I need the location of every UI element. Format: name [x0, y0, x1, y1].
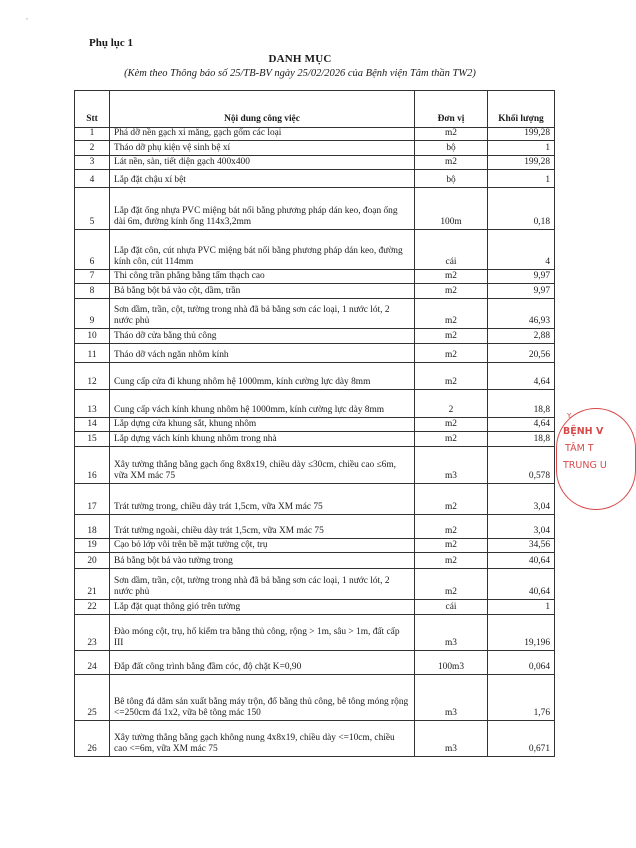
table-row: [75, 569, 555, 600]
cell-qty: 199,28: [488, 156, 555, 170]
cell-qty: 1: [488, 170, 555, 188]
cell-stt: 18: [75, 515, 110, 539]
cell-unit: m3: [415, 675, 488, 721]
cell-stt: 26: [75, 721, 110, 757]
table-row: [75, 230, 555, 270]
cell-unit: m2: [415, 299, 488, 329]
cell-content: Cung cấp cửa đi khung nhôm hệ 1000mm, kính cường lực dày 8mm: [110, 363, 415, 390]
table-row: [75, 515, 555, 539]
cell-content: Lắp dựng cửa khung sắt, khung nhôm: [110, 418, 415, 432]
cell-stt: 17: [75, 484, 110, 515]
cell-content: Lắp đặt côn, cút nhựa PVC miệng bát nối bằng phương pháp dán keo, đường kính côn, cút 114mm: [110, 230, 415, 270]
cell-qty: 0,064: [488, 651, 555, 675]
cell-content: Lắp dựng vách kính khung nhôm trong nhà: [110, 432, 415, 447]
stamp-line: BỆNH V: [563, 426, 604, 437]
cell-stt: 13: [75, 390, 110, 418]
cell-qty: 19,196: [488, 615, 555, 651]
cell-stt: 8: [75, 284, 110, 299]
cell-qty: 9,97: [488, 284, 555, 299]
cell-stt: 4: [75, 170, 110, 188]
table-row: [75, 390, 555, 418]
cell-stt: 2: [75, 141, 110, 156]
table-body: [75, 128, 555, 757]
cell-stt: 15: [75, 432, 110, 447]
table-row: [75, 156, 555, 170]
cell-unit: bộ: [415, 141, 488, 156]
cell-qty: 4,64: [488, 363, 555, 390]
cell-qty: 1: [488, 600, 555, 615]
cell-stt: 3: [75, 156, 110, 170]
cell-stt: 6: [75, 230, 110, 270]
cell-content: Sơn dầm, trần, cột, tường trong nhà đã bả bằng sơn các loại, 1 nước lót, 2 nước phủ: [110, 569, 415, 600]
cell-unit: m2: [415, 553, 488, 569]
cell-qty: 1,76: [488, 675, 555, 721]
cell-stt: 19: [75, 539, 110, 553]
cell-unit: cái: [415, 600, 488, 615]
cell-unit: cái: [415, 230, 488, 270]
document-subtitle: (Kèm theo Thông báo số 25/TB-BV ngày 25/02/2026 của Bệnh viện Tâm thần TW2): [124, 68, 476, 79]
cell-content: Phá dỡ nền gạch xi măng, gạch gốm các loại: [110, 128, 415, 141]
table-row: [75, 329, 555, 344]
table-row: [75, 600, 555, 615]
cell-content: Cạo bỏ lớp vôi trên bề mặt tường cột, trụ: [110, 539, 415, 553]
cell-stt: 22: [75, 600, 110, 615]
cell-qty: 0,578: [488, 447, 555, 484]
table-row: [75, 447, 555, 484]
table-row: [75, 299, 555, 329]
cell-content: Lắp đặt ống nhựa PVC miệng bát nối bằng phương pháp dán keo, đoạn ống dài 6m, đường kính ống 114x3,2mm: [110, 188, 415, 230]
stamp-line: TRUNG U: [563, 460, 607, 471]
cell-unit: m2: [415, 515, 488, 539]
header-qty: Khối lượng: [488, 91, 555, 128]
table-row: [75, 484, 555, 515]
cell-qty: 0,18: [488, 188, 555, 230]
cell-qty: 20,56: [488, 344, 555, 363]
cell-stt: 21: [75, 569, 110, 600]
cell-qty: 46,93: [488, 299, 555, 329]
stamp-line: Y: [567, 412, 572, 420]
cell-stt: 11: [75, 344, 110, 363]
cell-unit: bộ: [415, 170, 488, 188]
cell-unit: m3: [415, 721, 488, 757]
cell-stt: 9: [75, 299, 110, 329]
cell-unit: m2: [415, 156, 488, 170]
cell-unit: 100m3: [415, 651, 488, 675]
cell-content: Xây tường thẳng bằng gạch không nung 4x8x19, chiều dày <=10cm, chiều cao <=6m, vữa XM mác 75: [110, 721, 415, 757]
cell-unit: 100m: [415, 188, 488, 230]
table-row: [75, 675, 555, 721]
cell-unit: m2: [415, 128, 488, 141]
cell-content: Xây tường thẳng bằng gạch ống 8x8x19, chiều dày ≤30cm, chiều cao ≤6m, vữa XM mác 75: [110, 447, 415, 484]
red-seal-stamp: [556, 408, 636, 510]
cell-qty: 2,88: [488, 329, 555, 344]
cell-unit: m2: [415, 418, 488, 432]
cell-unit: m3: [415, 447, 488, 484]
table-row: [75, 141, 555, 156]
cell-stt: 7: [75, 270, 110, 284]
cell-stt: 14: [75, 418, 110, 432]
table-row: [75, 128, 555, 141]
cell-qty: 3,04: [488, 515, 555, 539]
table-row: [75, 432, 555, 447]
cell-unit: m2: [415, 270, 488, 284]
header-content: Nội dung công việc: [110, 91, 415, 128]
cell-unit: m2: [415, 344, 488, 363]
cell-qty: 3,04: [488, 484, 555, 515]
cell-stt: 1: [75, 128, 110, 141]
cell-qty: 18,8: [488, 390, 555, 418]
table-row: [75, 539, 555, 553]
cell-stt: 20: [75, 553, 110, 569]
header-stt: Stt: [75, 91, 110, 128]
cell-content: Trát tường ngoài, chiều dày trát 1,5cm, vữa XM mác 75: [110, 515, 415, 539]
cell-stt: 12: [75, 363, 110, 390]
table-row: [75, 553, 555, 569]
table-row: [75, 284, 555, 299]
cell-unit: m2: [415, 432, 488, 447]
cell-stt: 10: [75, 329, 110, 344]
table-row: [75, 721, 555, 757]
cell-content: Đào móng cột, trụ, hố kiểm tra bằng thủ công, rộng > 1m, sâu > 1m, đất cấp III: [110, 615, 415, 651]
cell-qty: 9,97: [488, 270, 555, 284]
cell-stt: 23: [75, 615, 110, 651]
table-header-row: [75, 91, 555, 128]
cell-content: Bả bằng bột bả vào tường trong: [110, 553, 415, 569]
stamp-line: TÂM T: [565, 443, 594, 454]
cell-stt: 24: [75, 651, 110, 675]
cell-unit: m3: [415, 615, 488, 651]
scan-mark: ,: [26, 12, 28, 21]
table-row: [75, 418, 555, 432]
cell-unit: m2: [415, 363, 488, 390]
cell-qty: 40,64: [488, 569, 555, 600]
header-unit: Đơn vị: [415, 91, 488, 128]
cell-stt: 25: [75, 675, 110, 721]
table-row: [75, 344, 555, 363]
table-row: [75, 363, 555, 390]
cell-stt: 16: [75, 447, 110, 484]
cell-unit: m2: [415, 569, 488, 600]
table-row: [75, 188, 555, 230]
cell-qty: 199,28: [488, 128, 555, 141]
cell-content: Tháo dỡ vách ngăn nhôm kính: [110, 344, 415, 363]
table-row: [75, 170, 555, 188]
cell-unit: m2: [415, 539, 488, 553]
cell-content: Lắp đặt quạt thông gió trên tường: [110, 600, 415, 615]
cell-content: Bả bằng bột bả vào cột, dầm, trần: [110, 284, 415, 299]
cell-content: Tháo dỡ phụ kiện vệ sinh bệ xí: [110, 141, 415, 156]
appendix-label: Phụ lục 1: [89, 37, 134, 49]
table-row: [75, 651, 555, 675]
cell-unit: m2: [415, 284, 488, 299]
cell-content: Cung cấp vách kính khung nhôm hệ 1000mm, kính cường lực dày 8mm: [110, 390, 415, 418]
table-row: [75, 270, 555, 284]
cell-content: Tháo dỡ cửa bằng thủ công: [110, 329, 415, 344]
cell-unit: m2: [415, 484, 488, 515]
cell-qty: 4,64: [488, 418, 555, 432]
table-row: [75, 615, 555, 651]
cell-qty: 4: [488, 230, 555, 270]
cell-qty: 1: [488, 141, 555, 156]
cell-qty: 34,56: [488, 539, 555, 553]
cell-content: Lắp đặt chậu xí bệt: [110, 170, 415, 188]
cell-stt: 5: [75, 188, 110, 230]
work-items-table: [74, 90, 555, 757]
cell-content: Trát tường trong, chiều dày trát 1,5cm, vữa XM mác 75: [110, 484, 415, 515]
cell-qty: 18,8: [488, 432, 555, 447]
cell-qty: 40,64: [488, 553, 555, 569]
cell-unit: 2: [415, 390, 488, 418]
cell-content: Sơn dầm, trần, cột, tường trong nhà đã bả bằng sơn các loại, 1 nước lót, 2 nước phủ: [110, 299, 415, 329]
cell-content: Đắp đất công trình bằng đầm cóc, độ chặt K=0,90: [110, 651, 415, 675]
cell-qty: 0,671: [488, 721, 555, 757]
cell-content: Lát nền, sàn, tiết diện gạch 400x400: [110, 156, 415, 170]
document-title: DANH MỤC: [268, 53, 332, 65]
cell-content: Thi công trần phẳng bằng tấm thạch cao: [110, 270, 415, 284]
cell-unit: m2: [415, 329, 488, 344]
cell-content: Bê tông đá dăm sản xuất bằng máy trộn, đổ bằng thủ công, bê tông móng rộng <=250cm đá 1x2, vữa bê tông mác 150: [110, 675, 415, 721]
